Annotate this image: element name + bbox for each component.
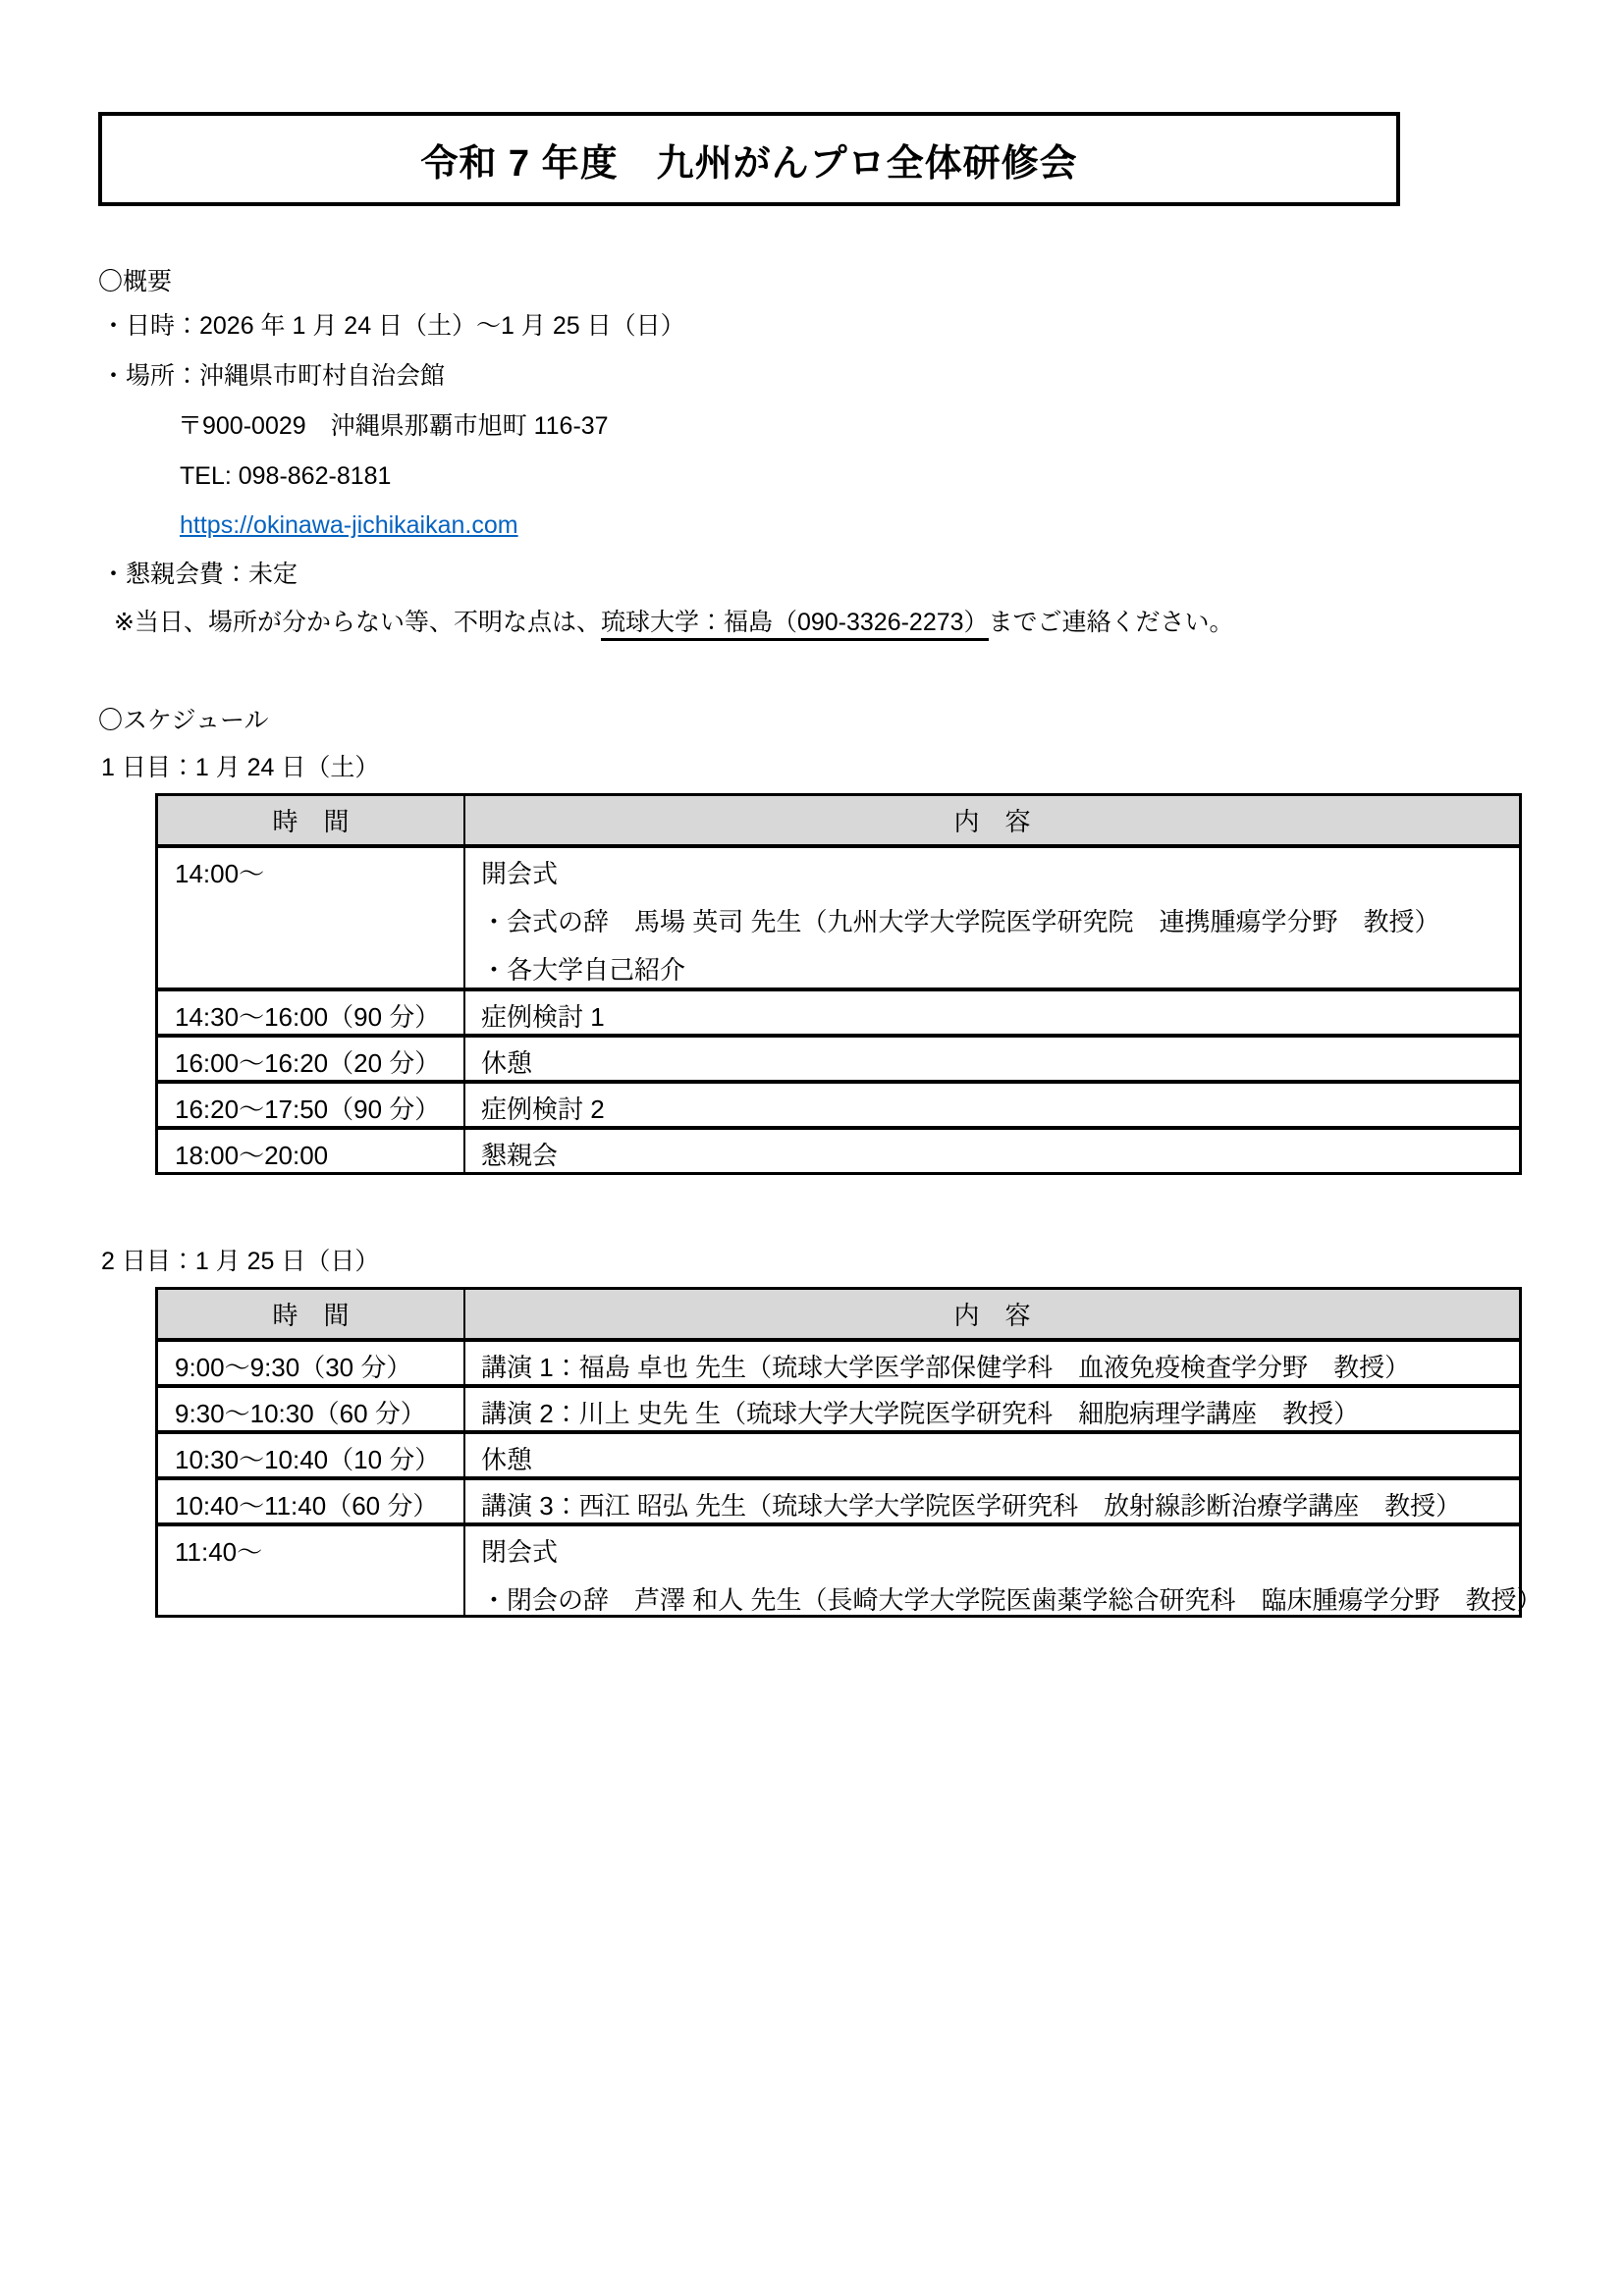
cell-content: 症例検討 2	[481, 1095, 605, 1124]
overview-date-line: ・日時：2026 年 1 月 24 日（土）～1 月 25 日（日）	[101, 312, 685, 340]
overview-postal-line: 〒900-0029 沖縄県那覇市旭町 116-37	[178, 412, 609, 440]
overview-heading: 〇概要	[98, 268, 173, 295]
overview-url-line	[180, 508, 518, 542]
cell-content: 休憩	[481, 1048, 533, 1078]
table-row	[158, 1338, 1519, 1384]
table-row	[158, 844, 1519, 988]
venue-url-link[interactable]: https://okinawa-jichikaikan.com	[180, 511, 518, 539]
note-contact-underlined: 琉球大学：福島（090-3326-2273）	[601, 609, 989, 641]
header-cell-content: 内 容	[953, 807, 1031, 836]
cell-time: 10:30～10:40（10 分）	[158, 1434, 465, 1476]
table-row	[158, 988, 1519, 1034]
overview-fee-line: ・懇親会費：未定	[101, 561, 298, 588]
table-header-row	[158, 796, 1519, 844]
overview-tel-line: TEL: 098-862-8181	[180, 462, 392, 490]
cell-time: 9:30～10:30（60 分）	[158, 1388, 465, 1430]
table-row	[158, 1080, 1519, 1126]
content-line: 開会式	[481, 859, 559, 888]
schedule-heading: 〇スケジュール	[98, 707, 269, 734]
header-cell-content: 内 容	[953, 1301, 1031, 1330]
cell-content	[465, 1526, 1542, 1615]
table-row	[158, 1430, 1519, 1476]
header-cell-time: 時 間	[158, 1290, 465, 1338]
cell-content: 休憩	[481, 1445, 533, 1474]
cell-time: 18:00～20:00	[158, 1130, 465, 1172]
note-suffix: までご連絡ください。	[988, 609, 1234, 636]
cell-content	[465, 848, 1519, 988]
title-box	[98, 112, 1400, 206]
cell-content: 講演 1：福島 卓也 先生（琉球大学医学部保健学科 血液免疫検査学分野 教授）	[481, 1353, 1411, 1382]
table-row	[158, 1522, 1543, 1615]
header-cell-time: 時 間	[158, 796, 465, 844]
cell-time: 14:30～16:00（90 分）	[158, 991, 465, 1034]
content-line: 閉会式	[481, 1537, 559, 1567]
cell-content: 講演 2：川上 史先 生（琉球大学大学院医学研究科 細胞病理学講座 教授）	[481, 1399, 1360, 1428]
day1-label: 1 日目：1 月 24 日（土）	[101, 754, 380, 781]
schedule-table-day2	[155, 1287, 1543, 1618]
table-row	[158, 1126, 1519, 1172]
cell-content: 講演 3：西江 昭弘 先生（琉球大学大学院医学研究科 放射線診断治療学講座 教授）	[481, 1491, 1462, 1521]
cell-time: 10:40～11:40（60 分）	[158, 1480, 465, 1522]
content-line: ・各大学自己紹介	[481, 955, 686, 985]
overview-place-line: ・場所：沖縄県市町村自治会館	[101, 362, 446, 390]
cell-time: 16:20～17:50（90 分）	[158, 1084, 465, 1126]
schedule-table-day1	[155, 793, 1522, 1175]
cell-time: 11:40～	[158, 1526, 465, 1615]
cell-content: 懇親会	[481, 1141, 559, 1170]
table-header-row	[158, 1290, 1519, 1338]
page-title: 令和 7 年度 九州がんプロ全体研修会	[420, 142, 1078, 185]
cell-time: 16:00～16:20（20 分）	[158, 1038, 465, 1080]
cell-time: 14:00～	[158, 848, 465, 988]
cell-time: 9:00～9:30（30 分）	[158, 1342, 465, 1384]
day2-label: 2 日目：1 月 25 日（日）	[101, 1248, 380, 1275]
cell-content: 症例検討 1	[481, 1002, 605, 1032]
table-row	[158, 1384, 1519, 1430]
content-line: ・閉会の辞 芦澤 和人 先生（長崎大学大学院医歯薬学総合研究科 臨床腫瘍学分野 教授）	[481, 1585, 1543, 1615]
note-prefix: ※当日、場所が分からない等、不明な点は、	[114, 609, 601, 636]
overview-note-line	[114, 606, 1234, 639]
table-row	[158, 1034, 1519, 1080]
content-line: ・会式の辞 馬場 英司 先生（九州大学大学院医学研究院 連携腫瘍学分野 教授）	[481, 907, 1440, 936]
table-row	[158, 1476, 1519, 1522]
